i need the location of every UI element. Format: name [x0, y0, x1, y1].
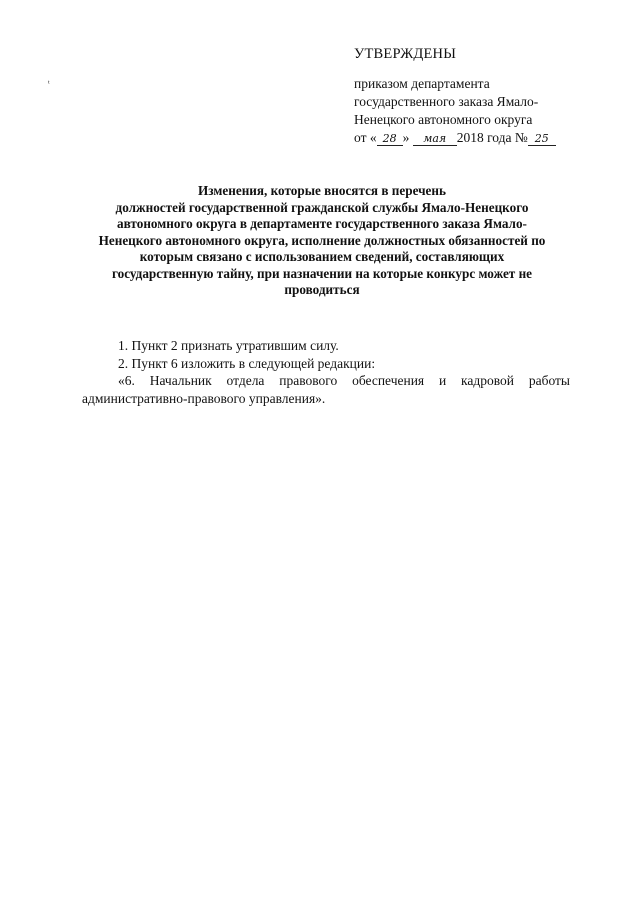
stray-mark: ᵗ: [48, 78, 50, 88]
approval-line-1: приказом департамента: [354, 76, 490, 91]
title-line: должностей государственной гражданской службы Ямало-Ненецкого: [115, 199, 529, 215]
title-line: проводиться: [284, 282, 360, 297]
title-line: автономного округа в департаменте государственного заказа Ямало-: [117, 216, 527, 231]
date-prefix: от «: [354, 130, 377, 145]
item-2: 2. Пункт 6 изложить в следующей редакции:: [118, 355, 376, 371]
item-1: 1. Пункт 2 признать утратившим силу.: [118, 338, 339, 353]
title-line: Ненецкого автономного округа, исполнение должностных обязанностей по: [98, 232, 546, 248]
document-title: [78, 183, 566, 299]
approval-block: [354, 75, 614, 147]
year-text: 2018 года №: [456, 130, 528, 145]
approval-line-2: государственного заказа Ямало-: [354, 94, 539, 109]
approval-heading: УТВЕРЖДЕНЫ: [354, 46, 457, 62]
date-mid: »: [402, 130, 410, 145]
handwritten-month: мая: [413, 133, 457, 146]
handwritten-day: 28: [377, 133, 403, 146]
item-3-line-1: «6. Начальник отдела правового обеспечения и кадровой работы: [118, 373, 570, 388]
title-line: Изменения, которые вносятся в перечень: [198, 183, 446, 198]
amendment-items: [82, 337, 570, 407]
approval-date-line: [354, 129, 614, 147]
title-line: которым связано с использованием сведений, составляющих: [139, 249, 505, 264]
approval-line-3: Ненецкого автономного округа: [354, 112, 533, 127]
item-3-line-2: административно-правового управления».: [82, 390, 326, 406]
title-line: государственную тайну, при назначении на которые конкурс может не: [111, 265, 533, 281]
handwritten-number: 25: [528, 133, 556, 146]
